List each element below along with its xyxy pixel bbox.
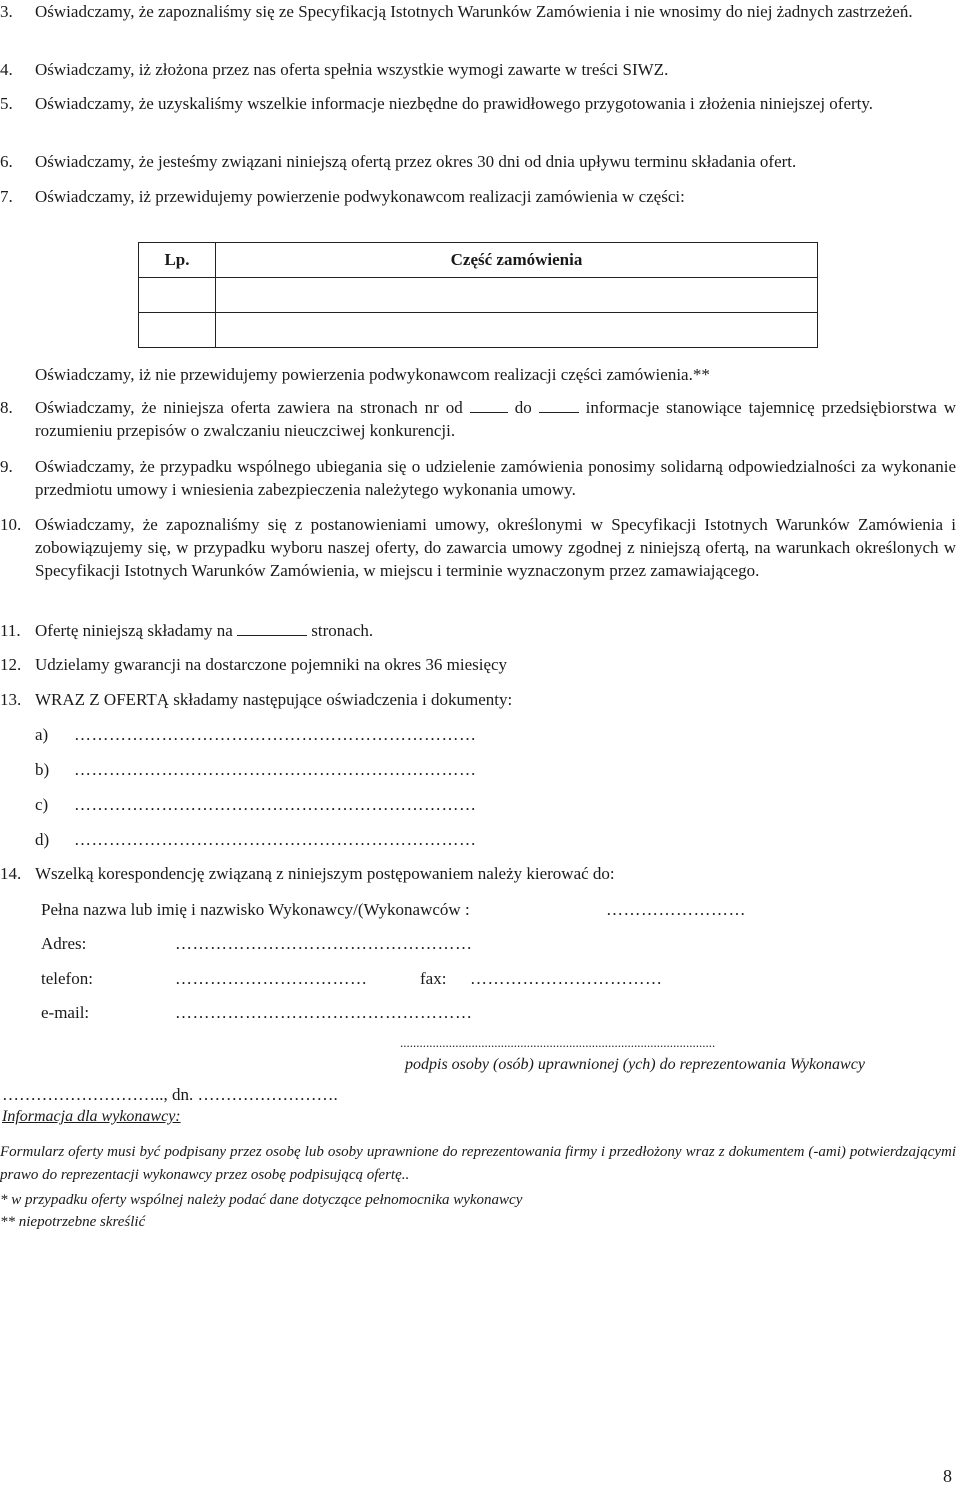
footnote-strike: ** niepotrzebne skreślić <box>0 1214 146 1230</box>
item-number: 12. <box>0 655 22 674</box>
item-text-a: Oświadczamy, że niniejsza oferta zawiera na stronach nr od <box>35 398 463 417</box>
item-text: Udzielamy gwarancji na dostarczone pojemniki na okres 36 miesięcy <box>35 655 508 674</box>
place-date-line[interactable]: ……………………….., dn. ……………………. <box>2 1085 338 1104</box>
footnote-joint-offer: * w przypadku oferty wspólnej należy podać dane dotyczące pełnomocnika wykonawcy <box>0 1192 523 1208</box>
statement-5 <box>0 92 956 115</box>
item-text-c: informacje stanowiące tajemnicę przedsiębiorstwa w rozumieniu przepisów o zwalczaniu nieuczciwej konkurencji. <box>35 398 957 440</box>
doc-label-d: d) <box>35 830 50 849</box>
statement-12 <box>0 653 956 676</box>
doc-label-b: b) <box>35 760 50 779</box>
info-text: Formularz oferty musi być podpisany przez osobę lub osoby uprawnione do reprezentowania firmy i przedłożony wraz z dokumentem (-ami) potwierdzającymi prawo do reprezentacji wykonawcy przez osobę podpisującą ofertę.. <box>0 1144 956 1183</box>
statement-8 <box>0 396 956 442</box>
item-number: 7. <box>0 187 13 206</box>
no-subcontract-statement: Oświadczamy, iż nie przewidujemy powierzenia podwykonawcom realizacji części zamówienia.** <box>35 365 710 384</box>
doc-entry-c[interactable]: …………………………………………………………… <box>74 795 477 814</box>
item-text-a: Ofertę niniejszą składamy na <box>35 621 233 640</box>
doc-label-c: c) <box>35 795 49 814</box>
item-text: Oświadczamy, że przypadku wspólnego ubiegania się o udzielenie zamówienia ponosimy solidarną odpowiedzialności za wykonanie przedmiotu umowy i wniesienia zabezpieczenia należytego wykonania umowy. <box>35 457 956 499</box>
table-cell-part[interactable] <box>216 313 818 348</box>
item-text: Wszelką korespondencję związaną z niniejszym postępowaniem należy kierować do: <box>35 864 615 883</box>
item-text-b: do <box>514 398 532 417</box>
doc-label-a: a) <box>35 725 49 744</box>
statement-10 <box>0 513 956 582</box>
item-number: 14. <box>0 864 22 883</box>
page-from-blank[interactable] <box>470 396 508 413</box>
item-text: Oświadczamy, że zapoznaliśmy się ze Specyfikacją Istotnych Warunków Zamówienia i nie wnosimy do niej żadnych zastrzeżeń. <box>35 2 913 21</box>
table-cell-part[interactable] <box>216 278 818 313</box>
statement-9 <box>0 455 956 501</box>
address-label: Adres: <box>41 934 87 953</box>
page-number: 8 <box>943 1466 952 1486</box>
item-text: Oświadczamy, że uzyskaliśmy wszelkie informacje niezbędne do prawidłowego przygotowania i złożenia niniejszej oferty. <box>35 94 874 113</box>
subcontract-parts-table <box>138 242 818 348</box>
table-cell-lp[interactable] <box>139 278 216 313</box>
table-row <box>139 313 818 348</box>
phone-label: telefon: <box>41 969 93 988</box>
item-text: Oświadczamy, że zapoznaliśmy się z postanowieniami umowy, określonymi w Specyfikacji Istotnych Warunków Zamówienia i zobowiązujemy się, w przypadku wyboru naszej oferty, do zawarcia umowy zgodnej z niniejszą ofertą, na warunkach określonych w Specyfikacji Istotnych Warunków Zamówienia, w miejscu i terminie wyznaczonym przez zamawiającego. <box>35 515 956 580</box>
statement-4 <box>0 58 956 81</box>
contractor-name-field[interactable]: …………………… <box>606 900 746 919</box>
statement-13 <box>0 688 956 711</box>
signature-line[interactable]: ................................................................................................. <box>400 1035 716 1050</box>
statement-14 <box>0 862 956 885</box>
statement-3 <box>0 0 956 23</box>
address-field[interactable]: …………………………………………… <box>175 934 473 953</box>
contractor-name-label: Pełna nazwa lub imię i nazwisko Wykonawcy/(Wykonawców : <box>41 900 470 919</box>
item-text: WRAZ Z OFERTĄ składamy następujące oświadczenia i dokumenty: <box>35 690 513 709</box>
item-text: Oświadczamy, iż przewidujemy powierzenie podwykonawcom realizacji zamówienia w części: <box>35 187 685 206</box>
item-number: 4. <box>0 60 13 79</box>
header-lp: Lp. <box>139 243 216 278</box>
doc-entry-d[interactable]: …………………………………………………………… <box>74 830 477 849</box>
info-heading: Informacja dla wykonawcy: <box>2 1108 181 1125</box>
statement-11 <box>0 619 956 642</box>
item-text: Oświadczamy, iż złożona przez nas oferta spełnia wszystkie wymogi zawarte w treści SIWZ. <box>35 60 669 79</box>
item-number: 9. <box>0 457 13 476</box>
email-label: e-mail: <box>41 1003 90 1022</box>
page-count-blank[interactable] <box>237 619 307 636</box>
doc-entry-a[interactable]: …………………………………………………………… <box>74 725 477 744</box>
item-number: 8. <box>0 398 13 417</box>
item-number: 10. <box>0 515 22 534</box>
header-part: Część zamówienia <box>216 243 818 278</box>
item-number: 13. <box>0 690 22 709</box>
item-text: Oświadczamy, że jesteśmy związani niniejszą ofertą przez okres 30 dni od dnia upływu terminu składania ofert. <box>35 152 797 171</box>
signature-caption: podpis osoby (osób) uprawnionej (ych) do reprezentowania Wykonawcy <box>405 1056 865 1073</box>
phone-field[interactable]: …………………………… <box>175 969 368 988</box>
doc-entry-b[interactable]: …………………………………………………………… <box>74 760 477 779</box>
item-number: 3. <box>0 2 13 21</box>
table-cell-lp[interactable] <box>139 313 216 348</box>
table-row <box>139 278 818 313</box>
item-text-b: stronach. <box>311 621 374 640</box>
fax-field[interactable]: …………………………… <box>470 969 663 988</box>
email-field[interactable]: …………………………………………… <box>175 1003 473 1022</box>
statement-6 <box>0 150 956 173</box>
fax-label: fax: <box>420 969 447 988</box>
statement-7 <box>0 185 956 208</box>
item-number: 11. <box>0 621 21 640</box>
item-number: 6. <box>0 152 13 171</box>
page-to-blank[interactable] <box>539 396 579 413</box>
item-number: 5. <box>0 94 13 113</box>
